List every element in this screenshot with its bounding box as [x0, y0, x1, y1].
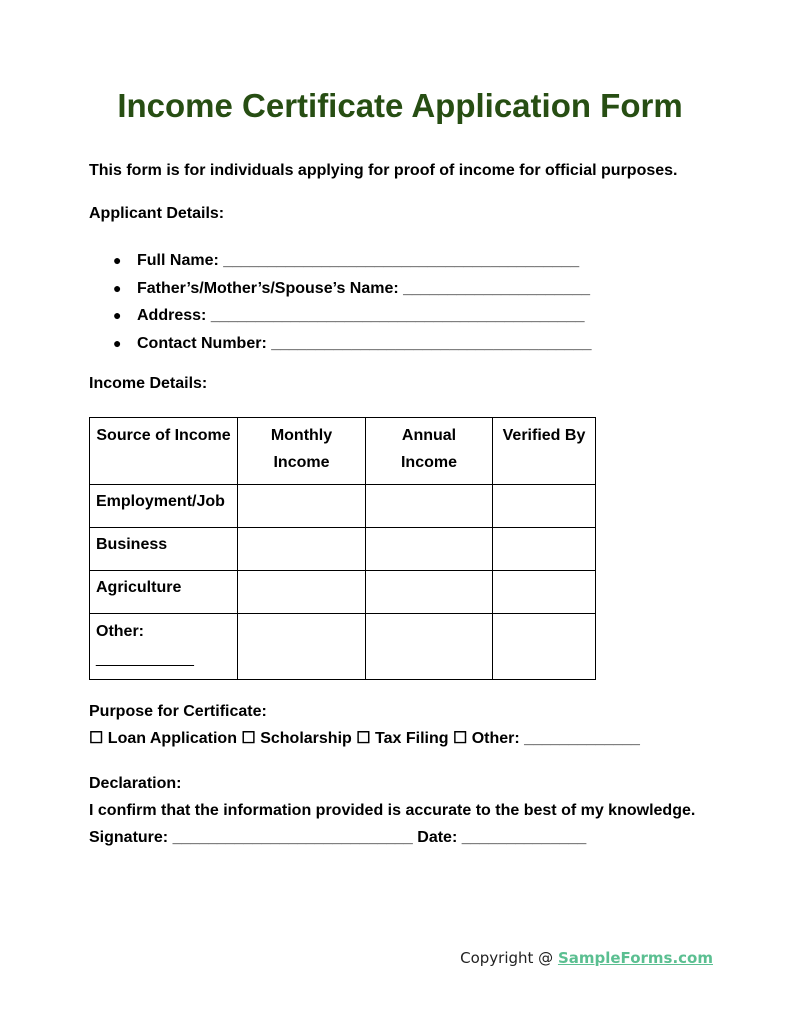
intro-text: This form is for individuals applying for proof of income for official purposes.	[89, 162, 678, 179]
monthly-income-cell[interactable]	[238, 571, 366, 614]
verified-by-cell[interactable]	[493, 614, 596, 680]
annual-income-cell[interactable]	[366, 571, 493, 614]
other-blank[interactable]: ___________	[96, 650, 194, 667]
field-parent-spouse-name[interactable]	[89, 275, 592, 303]
row-source-other[interactable]	[90, 614, 238, 680]
column-header: Verified By	[493, 418, 596, 485]
annual-income-cell[interactable]	[366, 614, 493, 680]
bullet-icon: ●	[113, 252, 122, 268]
column-header: Source of Income	[90, 418, 238, 485]
annual-income-cell[interactable]	[366, 528, 493, 571]
row-source-label: Agriculture	[90, 571, 238, 614]
field-full-name[interactable]	[89, 247, 592, 275]
verified-by-cell[interactable]	[493, 571, 596, 614]
signature-date-line[interactable]: Signature: ___________________________ Date: ______________	[89, 829, 587, 846]
purpose-heading: Purpose for Certificate:	[89, 703, 267, 720]
monthly-income-cell[interactable]	[238, 528, 366, 571]
copyright-prefix: Copyright @	[460, 949, 558, 967]
field-label: Father’s/Mother’s/Spouse’s Name:	[137, 279, 399, 297]
field-address[interactable]	[89, 302, 592, 330]
field-contact-number[interactable]	[89, 330, 592, 358]
applicant-heading: Applicant Details:	[89, 205, 225, 222]
row-source-label: Employment/Job	[90, 485, 238, 528]
income-table	[89, 417, 596, 680]
form-title: Income Certificate Application Form	[117, 87, 683, 124]
other-label: Other:	[96, 623, 144, 640]
field-label: Contact Number:	[137, 334, 267, 352]
table-row	[90, 614, 596, 680]
bullet-icon: ●	[113, 307, 122, 323]
annual-income-cell[interactable]	[366, 485, 493, 528]
table-row	[90, 528, 596, 571]
brand-link[interactable]: SampleForms.com	[557, 949, 713, 967]
field-blank[interactable]: ________________________________________	[223, 252, 580, 269]
bullet-icon: ●	[113, 334, 122, 351]
copyright-footer	[460, 949, 713, 967]
monthly-income-cell[interactable]	[238, 614, 366, 680]
table-header-row	[90, 418, 596, 485]
row-source-label: Business	[90, 528, 238, 571]
table-row	[90, 485, 596, 528]
monthly-income-cell[interactable]	[238, 485, 366, 528]
declaration-text: I confirm that the information provided is accurate to the best of my knowledge.	[89, 802, 696, 819]
field-blank[interactable]: ____________________________________	[271, 334, 592, 352]
column-header: Monthly Income	[238, 418, 366, 485]
applicant-field-list	[89, 247, 592, 357]
bullet-icon: ●	[113, 279, 122, 296]
field-label: Address:	[137, 307, 207, 324]
field-blank[interactable]: __________________________________________	[210, 307, 585, 324]
declaration-heading: Declaration:	[89, 775, 182, 792]
table-row	[90, 571, 596, 614]
verified-by-cell[interactable]	[493, 528, 596, 571]
column-header: Annual Income	[366, 418, 493, 485]
income-heading: Income Details:	[89, 375, 208, 392]
field-blank[interactable]: _____________________	[403, 279, 591, 297]
purpose-options[interactable]: ☐ Loan Application ☐ Scholarship ☐ Tax Filing ☐ Other: _____________	[89, 730, 640, 747]
field-label: Full Name:	[137, 252, 219, 269]
verified-by-cell[interactable]	[493, 485, 596, 528]
